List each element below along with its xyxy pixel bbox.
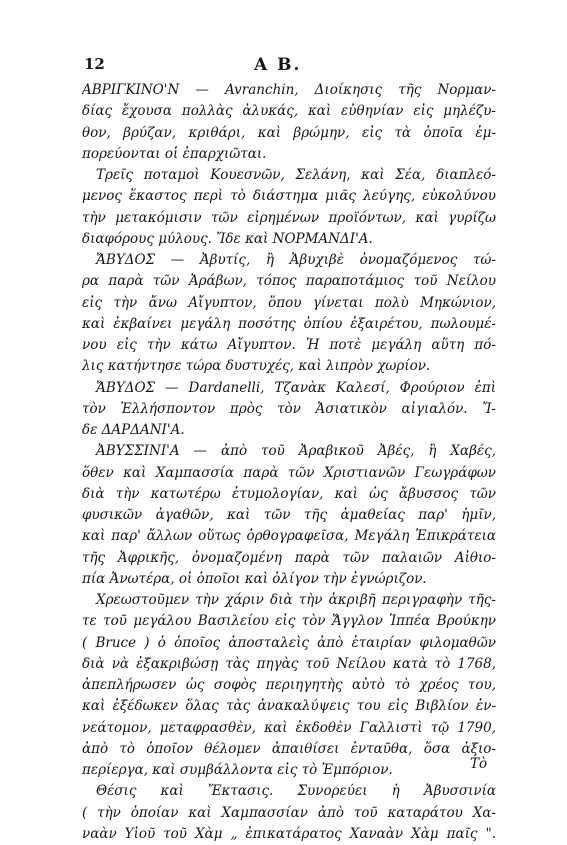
text-line: ΑΒΡΙΓΚΙΝΟ'Ν — Avranchin, Διοίκησις τῆς Νορμαν- [82,82,496,98]
text-line: ἀπὸ τὸ ὁποῖον θέλομεν ἀπαιθίσει ἐνταῦθα, ὅσα ἀξιο- [82,740,496,757]
text-line: νου εἰς τὴν κάτω Αἴγυπτον. Ἡ ποτὲ μεγάλη αὕτη πό- [82,337,496,353]
running-head: A B. [254,55,302,75]
text-line: εἰς τὴν ἄνω Αἴγυπτον, ὅπου γίνεται πολὺ Μηκώνιον, [82,294,496,311]
text-line: Θέσις καὶ Ἔκτασις. Συνορεύει ἡ Ἀβυσσινία [96,783,496,800]
catchword: Τὸ [470,756,488,772]
text-line: νεάτομον, μεταφρασθὲν, καὶ ἐκδοθὲν Γαλλιστὶ τῷ 1790, [82,719,496,736]
text-line: διὰ νὰ ἐξακριβώσῃ τὰς πηγὰς τοῦ Νείλου κατὰ τὸ 1768, [82,655,496,672]
text-line: Τρεῖς ποταμοὶ Κουεσνῶν, Σελάνη, καὶ Σέα, διαπλεό- [96,167,496,183]
text-line: περίεργα, καὶ συμβάλλοντα εἰς τὸ Ἐμπόριον. [82,762,393,778]
text-line: ἈΒΥΣΣΙΝΙ'Α — ἀπὸ τοῦ Ἀραβικοῦ Ἀβές, ἢ Χαβές, [96,443,496,460]
text-line: καὶ ἐκβαίνει μεγάλη ποσότης ὀπίου ἐξαιρέτου, πωλουμέ- [82,315,496,332]
text-line: πορεύονται οἱ ἐπαρχιῶται. [82,145,267,162]
text-line: μενος ἕκαστος περὶ τὸ διάστημα μιᾶς λεύγης, εὐκολύνου [82,188,496,205]
text-line: ( τὴν ὁποίαν καὶ Χαμπασσίαν ἀπὸ τοῦ καταράτου Χα- [82,804,496,821]
text-line: πία Ἀνωτέρα, οἱ ὁποῖοι καὶ ὀλίγον τὴν ἐγνώριζον. [82,570,427,587]
text-line: τὸν Ἑλλήσποντον πρὸς τὸν Ἀσιατικὸν αἰγιαλόν. Ἴ- [82,400,496,417]
text-line: τε τοῦ μεγάλου Βασιλείου εἰς τὸν Ἄγγλον Ἱππέα Βρούκην [82,613,496,630]
text-line: τῆς Ἀφρικῆς, ὀνομαζομένη παρὰ τῶν παλαιῶν Αἰθιο- [82,549,496,566]
text-line: ὅθεν καὶ Χαμπασσία παρὰ τῶν Χριστιανῶν Γεωγράφων [82,464,496,481]
text-line: Χρεωστοῦμεν τὴν χάριν διὰ τὴν ἀκριβῆ περιγραφὴν τῆς- [96,592,496,608]
text-line: λις κατήντησε τώρα δυστυχές, καὶ λιπρὸν χωρίον. [82,358,431,375]
text-line: καὶ ἐξέδωκεν ὅλας τὰς ἀνακαλύψεις του εἰς Βιβλίον ἐν- [82,698,496,715]
text-line: δε ΔΑΡΔΑΝΙ'Α. [82,422,185,438]
text-line: δίας ἔχουσα πολλὰς ἀλυκάς, καὶ εὐθηνίαν εἰς μηλέζυ- [82,103,496,120]
body-text [82,80,496,845]
text-line: διὰ τὴν κατωτέρω ἐτυμολογίαν, καὶ ὡς ἄβυσσος τῶν [82,485,496,502]
text-line: ἌΒΥΔΟΣ — Ἀβυτίς, ἢ Ἀβυχιβὲ ὀνομαζόμενος τώ- [96,252,496,268]
page-header [84,55,494,79]
text-line: ρα παρὰ τῶν Ἀράβων, τόπος παραποτάμιος τοῦ Νείλου [82,273,496,290]
text-line: φυσικῶν ἀγαθῶν, καὶ τῶν τῆς ἀμαθείας παρ' ἡμῖν, [82,507,496,523]
text-line: καὶ παρ' ἄλλων οὕτως ὀρθογραφεῖσα, Μεγάλη Ἐπικράτεια [82,528,496,545]
page-number: 12 [84,55,105,73]
text-line: τὴν μετακόμισιν τῶν εἰρημένων προϊόντων, καὶ γυρίζω [82,209,496,226]
text-line: θον, βρύζαν, κριθάρι, καὶ βρώμην, εἰς τὰ ὁποῖα ἐμ- [82,124,496,141]
text-line: ἌΒΥΔΟΣ — Dardanelli, Τζανὰκ Καλεσί, Φρούριον ἐπὶ [96,379,496,396]
text-line: ( Bruce ) ὁ ὁποῖος ἀποσταλεὶς ἀπὸ ἑταιρίαν φιλομαθῶν [82,634,496,651]
text-line: ἀπεπλήρωσεν ὡς σοφὸς περιηγητὴς αὐτὸ τὸ χρέος του, [82,677,496,693]
text-line: ναὰν Υἱοῦ τοῦ Χὰμ „ ἐπικατάρατος Χαναὰν Χὰμ παῖς ". [82,825,496,842]
text-line: διαφόρους μύλους. Ἴδε καὶ ΝΟΡΜΑΝΔΙ'Α. [82,230,373,247]
